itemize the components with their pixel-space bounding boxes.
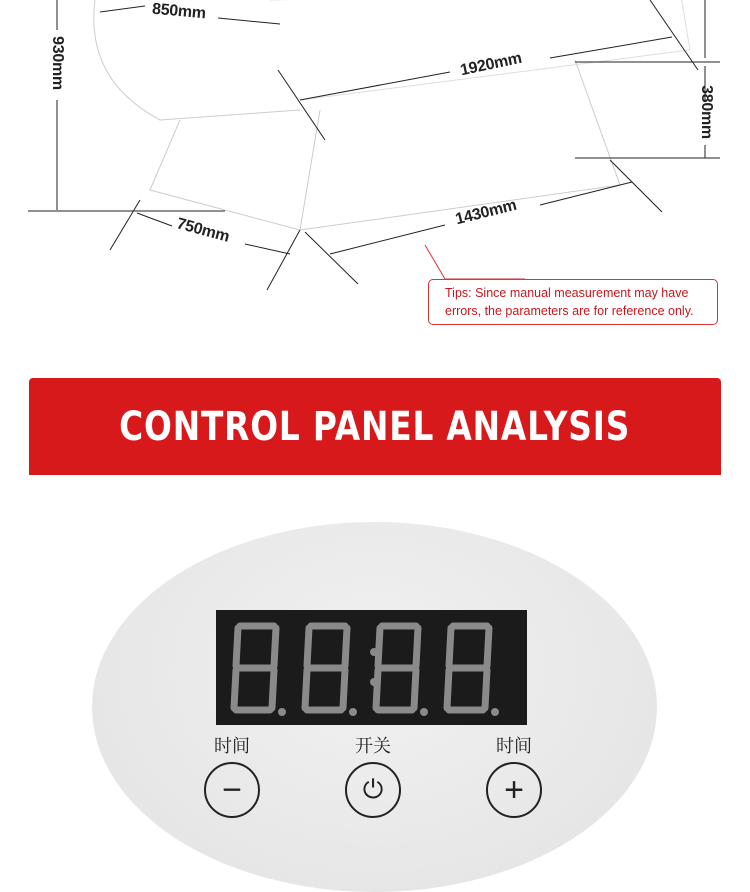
dim-base-width: 750mm [174, 215, 232, 246]
digit-3-segment-f [378, 628, 380, 666]
colon-dot-2 [370, 678, 378, 686]
minus-icon: − [222, 770, 242, 809]
digit-3-segment-b [416, 628, 418, 666]
digit-4-segment-e [447, 670, 449, 708]
label-time-right: 时间 [496, 736, 532, 757]
power-icon: ⏻ [362, 774, 384, 804]
time-decrease-button[interactable] [204, 762, 260, 818]
tips-line-2: errors, the parameters are for reference only. [445, 304, 694, 318]
digit-1-segment-f [236, 628, 238, 666]
plus-icon: + [504, 770, 524, 809]
digit-1-segment-c [272, 670, 274, 708]
digit-2-segment-f [307, 628, 309, 666]
digit-4-segment-b [487, 628, 489, 666]
digit-3-segment-e [376, 670, 378, 708]
tips-line-1: Tips: Since manual measurement may have [445, 286, 689, 300]
dim-base-length: 1430mm [453, 196, 519, 229]
dim-length-canopy: 1920mm [458, 49, 524, 80]
colon-dot-1 [370, 648, 378, 656]
dim-height-total: 930mm [48, 36, 66, 90]
digit-4-segment-c [485, 670, 487, 708]
decimal-point-3 [420, 708, 428, 716]
section-banner [29, 378, 721, 475]
decimal-point-1 [278, 708, 286, 716]
decimal-point-4 [491, 708, 499, 716]
digit-2-segment-b [345, 628, 347, 666]
power-button[interactable] [345, 762, 401, 818]
dim-base-height: 380mm [697, 85, 715, 139]
seven-segment-display [216, 610, 527, 725]
digit-4-segment-f [449, 628, 451, 666]
decimal-point-2 [349, 708, 357, 716]
dim-width-top: 850mm [151, 0, 207, 23]
digit-3-segment-c [414, 670, 416, 708]
banner-title: CONTROL PANEL ANALYSIS [119, 403, 631, 450]
label-time-left: 时间 [214, 736, 250, 757]
digit-1-segment-e [234, 670, 236, 708]
label-power: 开关 [355, 736, 391, 757]
digit-1-segment-b [274, 628, 276, 666]
digit-2-segment-e [305, 670, 307, 708]
tips-callout [428, 279, 718, 325]
time-increase-button[interactable] [486, 762, 542, 818]
digit-2-segment-c [343, 670, 345, 708]
